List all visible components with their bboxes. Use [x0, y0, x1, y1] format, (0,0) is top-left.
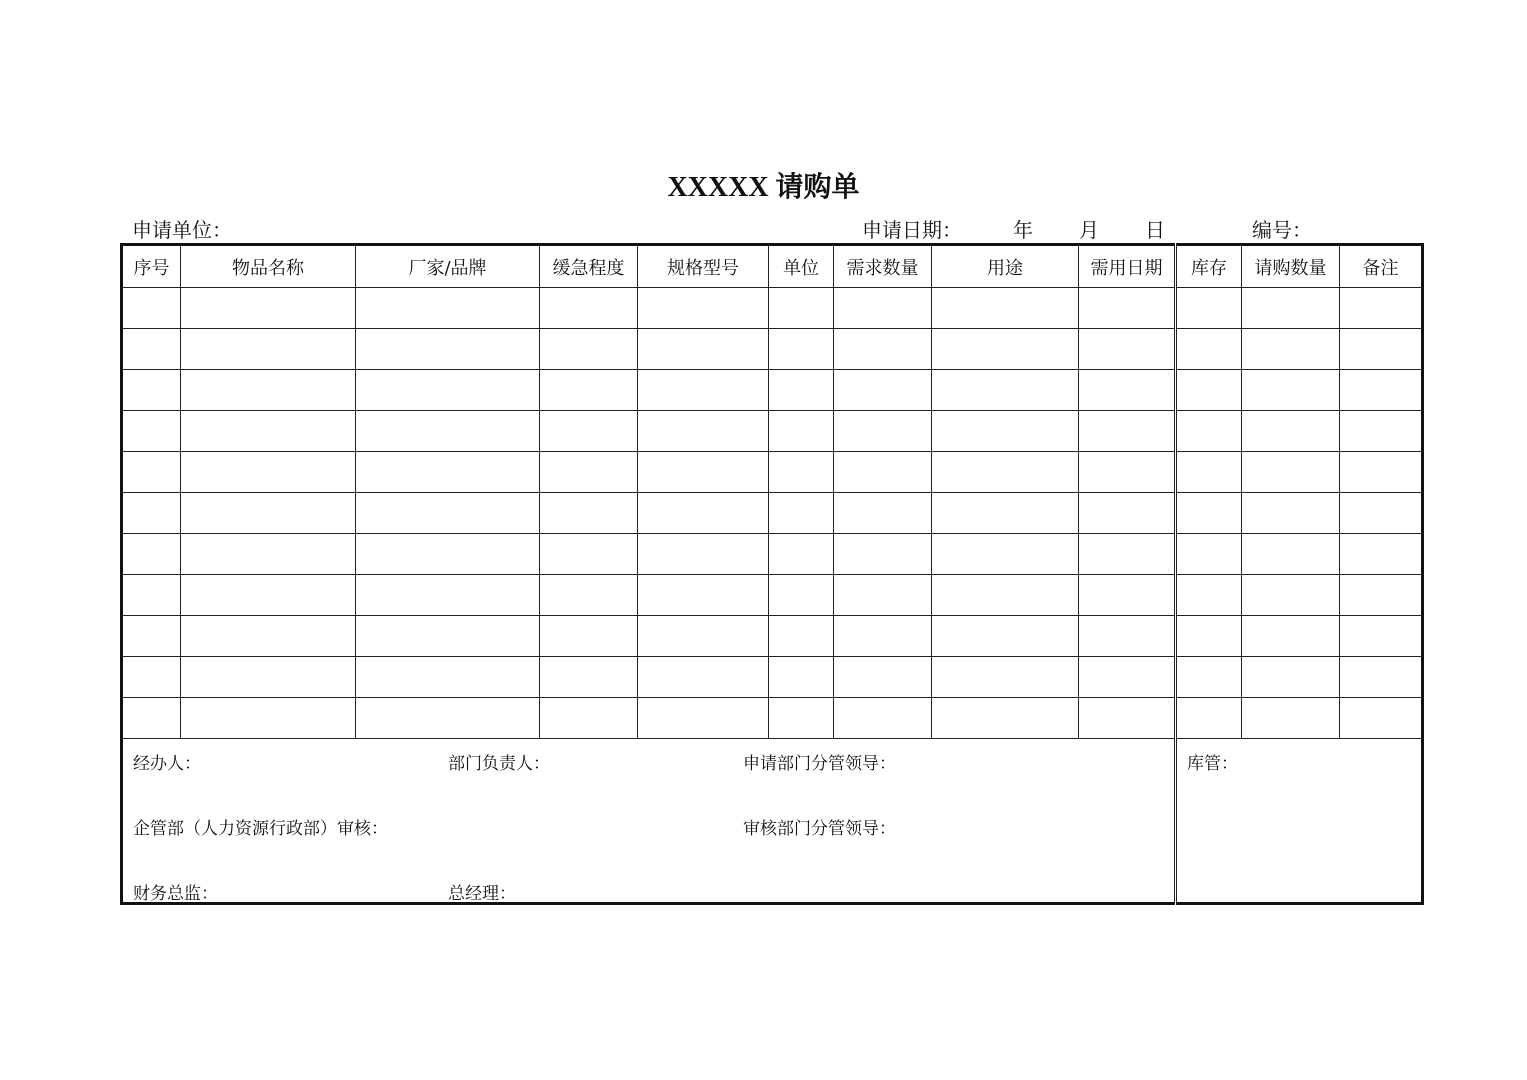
table-cell[interactable] — [1176, 370, 1242, 411]
table-cell[interactable] — [540, 575, 638, 616]
table-cell[interactable] — [181, 411, 356, 452]
table-cell[interactable] — [1079, 370, 1176, 411]
table-cell[interactable] — [356, 411, 540, 452]
col-header-required-date: 需用日期 — [1079, 245, 1176, 288]
finance-director-label: 财务总监： — [133, 884, 218, 904]
table-row — [122, 370, 1423, 411]
warehouse-label: 库管： — [1187, 754, 1238, 774]
table-row — [122, 698, 1423, 739]
table-cell[interactable] — [769, 452, 834, 493]
table-cell[interactable] — [122, 411, 181, 452]
table-cell[interactable] — [356, 288, 540, 329]
table-cell[interactable] — [122, 698, 181, 739]
table-cell[interactable] — [1340, 534, 1423, 575]
table-cell[interactable] — [1079, 616, 1176, 657]
table-cell[interactable] — [1340, 616, 1423, 657]
table-cell[interactable] — [356, 370, 540, 411]
table-cell[interactable] — [932, 616, 1079, 657]
table-row — [122, 534, 1423, 575]
table-cell[interactable] — [1242, 493, 1340, 534]
table-cell[interactable] — [1340, 411, 1423, 452]
table-cell[interactable] — [1176, 329, 1242, 370]
table-cell[interactable] — [932, 452, 1079, 493]
table-cell[interactable] — [181, 657, 356, 698]
table-cell[interactable] — [122, 329, 181, 370]
table-cell[interactable] — [540, 329, 638, 370]
table-cell[interactable] — [540, 288, 638, 329]
table-cell[interactable] — [638, 329, 769, 370]
col-header-required-qty: 需求数量 — [834, 245, 932, 288]
table-cell[interactable] — [540, 616, 638, 657]
table-cell[interactable] — [769, 411, 834, 452]
table-cell[interactable] — [181, 698, 356, 739]
table-cell[interactable] — [356, 452, 540, 493]
table-cell[interactable] — [769, 329, 834, 370]
table-cell[interactable] — [1340, 698, 1423, 739]
table-cell[interactable] — [1242, 534, 1340, 575]
table-row — [122, 657, 1423, 698]
table-cell[interactable] — [540, 493, 638, 534]
date-year-label: 年 — [1013, 218, 1033, 242]
table-cell[interactable] — [181, 534, 356, 575]
table-cell[interactable] — [769, 493, 834, 534]
warehouse-signature — [1176, 739, 1423, 904]
dept-head-label: 部门负责人： — [448, 754, 550, 774]
table-cell[interactable] — [769, 534, 834, 575]
col-header-unit: 单位 — [769, 245, 834, 288]
table-cell[interactable] — [932, 698, 1079, 739]
table-cell[interactable] — [638, 452, 769, 493]
table-cell[interactable] — [181, 493, 356, 534]
enterprise-review-label: 企管部（人力资源行政部）审核： — [133, 819, 388, 839]
table-cell[interactable] — [1242, 370, 1340, 411]
applicant-unit-label: 申请单位： — [132, 218, 232, 242]
table-cell[interactable] — [1242, 452, 1340, 493]
table-cell[interactable] — [1176, 288, 1242, 329]
col-header-purpose: 用途 — [932, 245, 1079, 288]
table-cell[interactable] — [1079, 411, 1176, 452]
table-cell[interactable] — [638, 698, 769, 739]
table-cell[interactable] — [122, 370, 181, 411]
table-cell[interactable] — [1340, 575, 1423, 616]
col-header-index: 序号 — [122, 245, 181, 288]
table-cell[interactable] — [356, 657, 540, 698]
table-cell[interactable] — [540, 370, 638, 411]
table-row — [122, 575, 1423, 616]
table-cell[interactable] — [122, 575, 181, 616]
table-cell[interactable] — [769, 575, 834, 616]
table-cell[interactable] — [769, 698, 834, 739]
table-cell[interactable] — [932, 370, 1079, 411]
table-cell[interactable] — [769, 288, 834, 329]
table-cell[interactable] — [1340, 493, 1423, 534]
application-date-label: 申请日期： — [862, 218, 962, 242]
col-header-item-name: 物品名称 — [181, 245, 356, 288]
page-title: XXXXX 请购单 — [667, 172, 860, 203]
table-cell[interactable] — [638, 616, 769, 657]
table-cell[interactable] — [356, 534, 540, 575]
table-cell[interactable] — [834, 575, 932, 616]
approval-signatures — [122, 739, 1176, 904]
table-cell[interactable] — [1340, 370, 1423, 411]
date-day-label: 日 — [1145, 218, 1165, 242]
table-cell[interactable] — [638, 370, 769, 411]
table-cell[interactable] — [638, 534, 769, 575]
table-cell[interactable] — [122, 493, 181, 534]
table-cell[interactable] — [356, 616, 540, 657]
table-cell[interactable] — [540, 534, 638, 575]
table-cell[interactable] — [834, 288, 932, 329]
table-cell[interactable] — [1242, 329, 1340, 370]
table-cell[interactable] — [122, 616, 181, 657]
table-cell[interactable] — [122, 452, 181, 493]
table-cell[interactable] — [1242, 657, 1340, 698]
form-number-label: 编号： — [1252, 218, 1312, 242]
table-cell[interactable] — [932, 575, 1079, 616]
table-cell[interactable] — [1079, 698, 1176, 739]
table-cell[interactable] — [1079, 493, 1176, 534]
applicant-dept-leader-label: 申请部门分管领导： — [743, 754, 896, 774]
table-cell[interactable] — [540, 698, 638, 739]
table-cell[interactable] — [1079, 657, 1176, 698]
table-cell[interactable] — [122, 534, 181, 575]
table-cell[interactable] — [1242, 575, 1340, 616]
table-cell[interactable] — [181, 370, 356, 411]
col-header-stock: 库存 — [1176, 245, 1242, 288]
table-cell[interactable] — [1176, 616, 1242, 657]
review-dept-leader-label: 审核部门分管领导： — [743, 819, 896, 839]
table-cell[interactable] — [356, 698, 540, 739]
table-cell[interactable] — [1079, 575, 1176, 616]
table-cell[interactable] — [638, 575, 769, 616]
table-cell[interactable] — [1242, 411, 1340, 452]
table-cell[interactable] — [834, 616, 932, 657]
table-row — [122, 452, 1423, 493]
table-cell[interactable] — [122, 657, 181, 698]
table-cell[interactable] — [181, 575, 356, 616]
col-header-purchase-qty: 请购数量 — [1242, 245, 1340, 288]
table-cell[interactable] — [1176, 452, 1242, 493]
table-cell[interactable] — [1176, 575, 1242, 616]
table-row — [122, 411, 1423, 452]
col-header-manufacturer: 厂家/品牌 — [356, 245, 540, 288]
table-cell[interactable] — [834, 370, 932, 411]
table-cell[interactable] — [834, 411, 932, 452]
table-cell[interactable] — [932, 493, 1079, 534]
col-header-remarks: 备注 — [1340, 245, 1423, 288]
purchase-request-table — [120, 243, 1424, 905]
date-month-label: 月 — [1079, 218, 1099, 242]
handler-label: 经办人： — [133, 754, 201, 774]
table-cell[interactable] — [769, 370, 834, 411]
table-cell[interactable] — [1340, 657, 1423, 698]
table-cell[interactable] — [834, 452, 932, 493]
table-cell[interactable] — [181, 288, 356, 329]
table-header-row — [122, 245, 1423, 288]
table-row — [122, 329, 1423, 370]
table-cell[interactable] — [769, 657, 834, 698]
table-cell[interactable] — [834, 493, 932, 534]
table-cell[interactable] — [181, 616, 356, 657]
table-cell[interactable] — [1176, 657, 1242, 698]
table-cell[interactable] — [932, 329, 1079, 370]
table-cell[interactable] — [932, 534, 1079, 575]
table-cell[interactable] — [1242, 288, 1340, 329]
table-cell[interactable] — [1079, 534, 1176, 575]
table-cell[interactable] — [638, 288, 769, 329]
table-cell[interactable] — [181, 452, 356, 493]
table-cell[interactable] — [1242, 616, 1340, 657]
table-cell[interactable] — [834, 698, 932, 739]
table-cell[interactable] — [356, 575, 540, 616]
table-cell[interactable] — [769, 616, 834, 657]
table-cell[interactable] — [1176, 411, 1242, 452]
table-row — [122, 493, 1423, 534]
table-cell[interactable] — [1176, 698, 1242, 739]
table-cell[interactable] — [540, 452, 638, 493]
table-cell[interactable] — [540, 411, 638, 452]
table-row — [122, 616, 1423, 657]
table-cell[interactable] — [932, 288, 1079, 329]
table-cell[interactable] — [1079, 452, 1176, 493]
table-cell[interactable] — [356, 329, 540, 370]
table-cell[interactable] — [834, 329, 932, 370]
table-row — [122, 288, 1423, 329]
table-cell[interactable] — [122, 288, 181, 329]
table-cell[interactable] — [181, 329, 356, 370]
table-cell[interactable] — [1079, 329, 1176, 370]
col-header-urgency: 缓急程度 — [540, 245, 638, 288]
col-header-spec: 规格型号 — [638, 245, 769, 288]
table-cell[interactable] — [1242, 698, 1340, 739]
table-cell[interactable] — [638, 657, 769, 698]
table-cell[interactable] — [834, 534, 932, 575]
table-cell[interactable] — [638, 493, 769, 534]
table-cell[interactable] — [1079, 288, 1176, 329]
table-cell[interactable] — [1176, 493, 1242, 534]
table-cell[interactable] — [932, 657, 1079, 698]
table-cell[interactable] — [356, 493, 540, 534]
table-cell[interactable] — [638, 411, 769, 452]
table-cell[interactable] — [1176, 534, 1242, 575]
table-cell[interactable] — [1340, 288, 1423, 329]
table-cell[interactable] — [540, 657, 638, 698]
signature-row — [122, 739, 1423, 904]
table-cell[interactable] — [1340, 329, 1423, 370]
table-cell[interactable] — [1340, 452, 1423, 493]
table-cell[interactable] — [834, 657, 932, 698]
table-cell[interactable] — [932, 411, 1079, 452]
general-manager-label: 总经理： — [448, 884, 516, 904]
